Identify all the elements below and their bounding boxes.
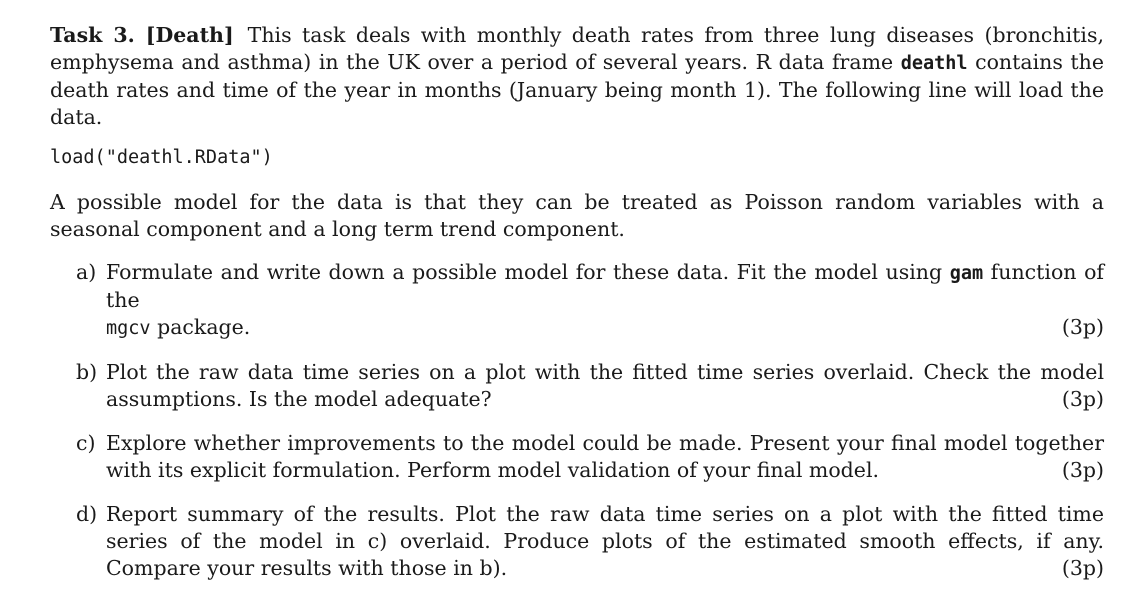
item-marker: d) bbox=[76, 502, 98, 526]
intro-text-1: This task deals with monthly death rates from three lung diseases (bronchitis, emphysema and asthma) in the UK over a period of several years. R data frame bbox=[50, 23, 1104, 74]
question-item-c bbox=[50, 430, 1104, 484]
intro-text-2: contains the death rates and time of the year in months (January being month 1). The following line will load the data. bbox=[50, 50, 1104, 129]
points-label: (3p) bbox=[1061, 458, 1104, 482]
code-mgcv: mgcv bbox=[106, 318, 151, 339]
item-marker: c) bbox=[76, 431, 96, 455]
item-text: Report summary of the results. Plot the raw data time series on a plot with the fitted time series of the model in c) overlaid. Produce plots of the estimated smooth effects, if any. Compare your results with those in b). (3p) bbox=[106, 502, 1104, 580]
question-item-d bbox=[50, 501, 1104, 582]
points-label: (3p) bbox=[1061, 387, 1104, 411]
question-list bbox=[50, 259, 1104, 582]
points-label: (3p) bbox=[1061, 556, 1104, 580]
item-marker: a) bbox=[76, 260, 97, 284]
points-label: (3p) bbox=[1061, 315, 1104, 339]
question-item-a bbox=[50, 259, 1104, 342]
task-document bbox=[50, 22, 1104, 599]
task-intro bbox=[50, 22, 1104, 131]
question-item-b bbox=[50, 359, 1104, 413]
item-text: Explore whether improvements to the model could be made. Present your final model together with its explicit formulation. Perform model validation of your final model. (3p) bbox=[106, 431, 1104, 482]
item-text: Plot the raw data time series on a plot with the fitted time series overlaid. Check the model assumptions. Is the model adequate? (3p) bbox=[106, 360, 1104, 411]
item-marker: b) bbox=[76, 360, 98, 384]
code-gam: gam bbox=[949, 263, 984, 284]
code-load-line: load("deathl.RData") bbox=[50, 147, 273, 168]
item-text: Formulate and write down a possible model for these data. Fit the model using gam function of the mgcv package. (3p) bbox=[106, 260, 1104, 339]
model-intro: A possible model for the data is that they can be treated as Poisson random variables with a seasonal component and a long term trend component. bbox=[50, 190, 1104, 241]
task-heading: Task 3. [Death] bbox=[50, 23, 234, 47]
dataframe-name: deathl bbox=[900, 53, 968, 74]
